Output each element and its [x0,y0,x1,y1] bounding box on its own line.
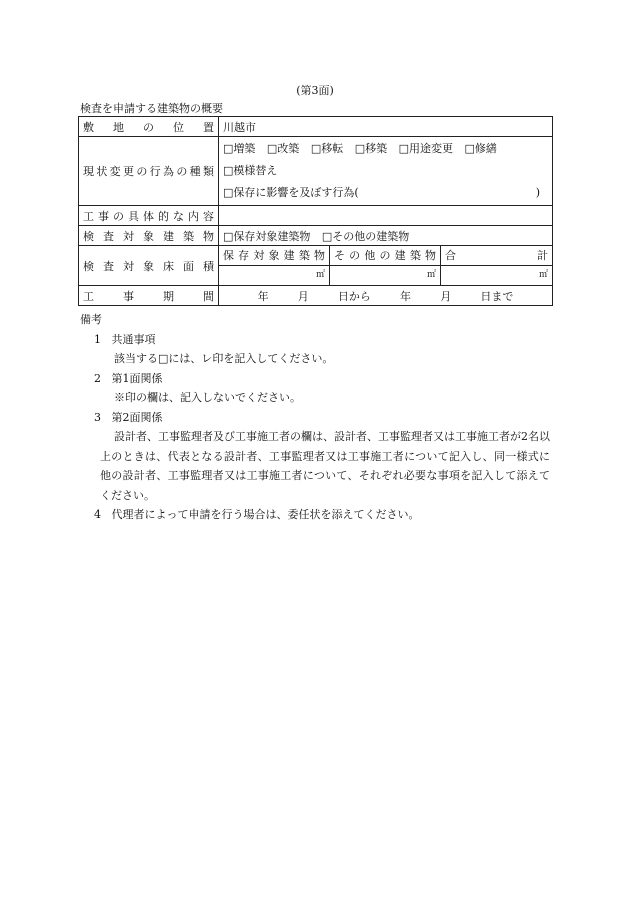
checkbox-use-change[interactable]: □用途変更 [398,142,454,155]
checkbox-repair[interactable]: □修繕 [464,142,497,155]
change-type-row [79,137,553,206]
checkbox-preservation-impact[interactable]: □保存に影響を及ぼす行為( [223,186,359,199]
period-row [79,286,553,306]
checkbox-other-building[interactable]: □その他の建築物 [321,229,410,243]
note-3-header [94,408,550,428]
checkbox-remodel[interactable]: □模様替え [223,164,278,177]
floor-area-row [79,246,553,286]
note-4-title: 代理者によって申請を行う場合は、委任状を添えてください。 [111,508,420,521]
floor-area-col-other: その他の建築物 [330,246,441,266]
notes-section [80,310,550,525]
total-label-right: 計 [537,249,548,262]
note-2-number: 2 [94,371,101,385]
checkbox-preserved-building[interactable]: □保存対象建築物 [223,229,311,243]
note-3-number: 3 [94,410,101,424]
document-title: 検査を申請する建築物の概要 [80,102,223,115]
period-year-from: 年 [257,289,269,303]
building-summary-table [78,116,553,306]
change-type-line1 [223,138,548,160]
period-parts [223,288,548,304]
note-2-header [94,369,550,389]
period-value[interactable] [219,286,553,306]
page-label: (第3面) [296,84,334,97]
note-2-body: ※印の欄は、記入しないでください。 [114,391,301,404]
period-day-from: 日から [337,289,371,303]
details-value[interactable] [219,206,553,226]
paren-close: ) [535,186,540,199]
note-3-title: 第2面関係 [111,410,163,424]
site-label: 敷地の位置 [79,117,219,137]
target-building-row [79,226,553,246]
note-4-number: 4 [94,508,101,521]
target-building-options [219,226,553,246]
details-label: 工事の具体的な内容 [79,206,219,226]
period-year-to: 年 [400,289,412,303]
change-type-options [219,137,553,206]
floor-area-total-input[interactable]: ㎡ [538,270,548,280]
change-type-label: 現状変更の行為の種類 [79,137,219,206]
details-row [79,206,553,226]
note-1-title: 共通事項 [111,332,156,346]
change-type-line3 [223,182,548,204]
note-2-title: 第1面関係 [111,371,163,385]
target-building-label: 検査対象建築物 [79,226,219,246]
note-3-body: 設計者、工事監理者及び工事施工者の欄は、設計者、工事監理者又は工事施工者が2名以上のときは、代表となる設計者、工事監理者又は工事施工者について記入し、同一様式に他の設計者、工事監理者又は工事施工者について、それぞれ必要な事項を記入して添えてください。 [100,430,550,502]
floor-area-col-preserved: 保存対象建築物 [219,246,330,266]
checkbox-relocation[interactable]: □移転 [310,142,344,155]
note-1-header [94,330,550,350]
site-row [79,117,553,137]
note-4-header [94,505,550,525]
floor-area-grid-cell [219,246,553,286]
floor-area-other-input[interactable]: ㎡ [330,266,441,285]
floor-area-label: 検査対象床面積 [79,246,219,286]
checkbox-rebuild[interactable]: □改築 [266,142,300,155]
change-type-line2 [223,160,548,182]
note-1-body: 該当する□には、レ印を記入してください。 [114,352,334,365]
period-label: 工事期間 [79,286,219,306]
checkbox-transfer[interactable]: □移築 [354,142,388,155]
period-month-from: 月 [297,289,309,303]
floor-area-col-total [441,246,552,266]
floor-area-preserved-input[interactable]: ㎡ [219,266,330,285]
period-day-to: 日まで [480,289,514,303]
note-1-number: 1 [94,332,101,346]
total-label-left: 合 [445,249,456,262]
site-value[interactable]: 川越市 [219,117,553,137]
checkbox-extension[interactable]: □増築 [223,142,256,155]
period-month-to: 月 [440,289,452,303]
floor-area-grid [219,246,552,285]
notes-heading: 備考 [80,313,102,326]
